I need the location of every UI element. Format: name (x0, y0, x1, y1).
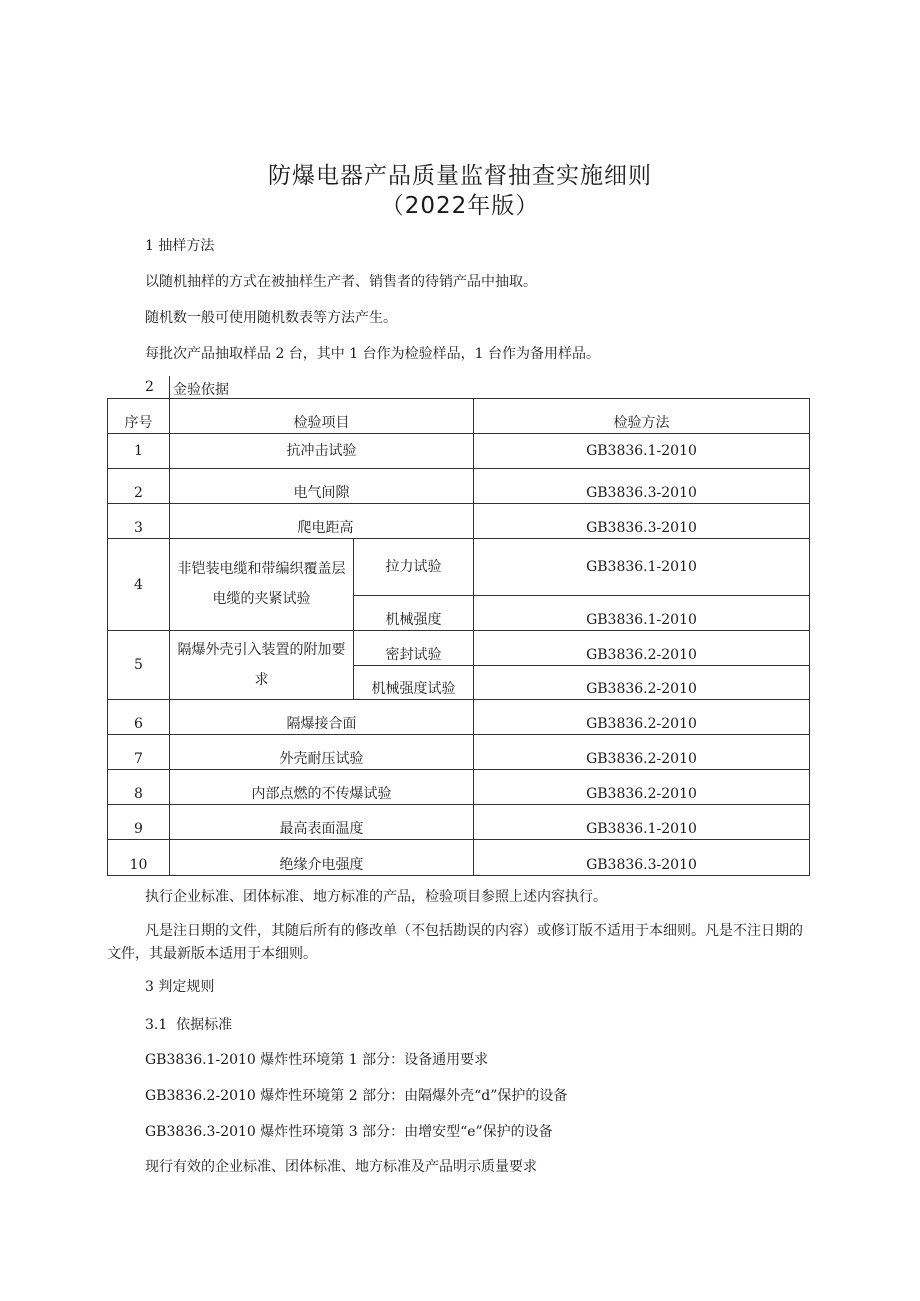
section2-heading-number: 2 (145, 379, 154, 395)
standard-item: GB3836.1-2010 爆炸性环境第 1 部分：设备通用要求 (145, 1052, 489, 1068)
row-method: GB3836.1-2010 (474, 805, 810, 840)
row-method: GB3836.2-2010 (474, 770, 810, 805)
standard-item: 现行有效的企业标准、团体标准、地方标准及产品明示质量要求 (145, 1159, 537, 1175)
section3-heading: 3 判定规则 (145, 979, 215, 995)
row-item: 内部点燃的不传爆试验 (170, 770, 474, 805)
table-row (108, 700, 810, 735)
standard-item: GB3836.3-2010 爆炸性环境第 3 部分：由增安型“e”保护的设备 (145, 1124, 553, 1140)
section1-heading: 1 抽样方法 (145, 238, 215, 254)
row-sub-item: 机械强度 (354, 596, 474, 631)
section2-heading: 金验依据 (173, 382, 229, 398)
row-item: 爬电距高 (170, 504, 354, 539)
row-item: 抗冲击试验 (170, 434, 474, 469)
row-sub-item: 拉力试验 (354, 539, 474, 596)
row-no: 10 (108, 840, 170, 876)
row-method: GB3836.1-2010 (474, 596, 810, 631)
row-item-blank (354, 504, 474, 539)
document-title: 防爆电器产品质量监督抽查实施细则 (268, 163, 652, 189)
row-no: 1 (108, 434, 170, 469)
section1-paragraph: 随机数一般可使用随机数表等方法产生。 (145, 310, 397, 326)
section2-heading-divider (169, 376, 170, 399)
row-no: 4 (108, 539, 170, 631)
row-item: 最高表面温度 (170, 805, 474, 840)
table-row (108, 770, 810, 805)
table-row (108, 434, 810, 469)
table-row (108, 539, 810, 596)
row-item: 外壳耐压试验 (170, 735, 474, 770)
row-item: 绝缘介电强度 (170, 840, 474, 876)
row-method: GB3836.2-2010 (474, 666, 810, 700)
section3-subheading: 3.1 依据标准 (145, 1017, 233, 1033)
row-item: 隔爆外壳引入装置的附加要求 (170, 631, 354, 700)
header-method: 检验方法 (474, 399, 810, 434)
row-method: GB3836.2-2010 (474, 735, 810, 770)
header-item: 检验项目 (170, 399, 474, 434)
inspection-table (107, 398, 810, 876)
row-method: GB3836.3-2010 (474, 504, 810, 539)
table-row (108, 840, 810, 876)
table-header-row (108, 399, 810, 434)
header-no: 序号 (108, 399, 170, 434)
row-method: GB3836.3-2010 (474, 469, 810, 504)
section1-paragraph: 每批次产品抽取样品 2 台，其中 1 台作为检验样品，1 台作为备用样品。 (145, 346, 600, 362)
document-edition: （2022年版） (380, 193, 540, 219)
section2-note: 执行企业标准、团体标准、地方标准的产品，检验项目参照上述内容执行。 (145, 889, 607, 905)
table-row (108, 631, 810, 666)
section2-note-applicability: 凡是注日期的文件，其随后所有的修改单（不包括勘误的内容）或修订版不适用于本细则。凡是不注日期的文件，其最新版本适用于本细则。 (107, 923, 803, 962)
row-no: 2 (108, 469, 170, 504)
row-no: 5 (108, 631, 170, 700)
row-no: 3 (108, 504, 170, 539)
row-sub-item: 机械强度试验 (354, 666, 474, 700)
row-item: 非铠装电缆和带编织覆盖层电缆的夹紧试验 (170, 539, 354, 631)
row-no: 6 (108, 700, 170, 735)
row-method: GB3836.1-2010 (474, 434, 810, 469)
section1-paragraph: 以随机抽样的方式在被抽样生产者、销售者的待销产品中抽取。 (145, 274, 537, 290)
row-no: 9 (108, 805, 170, 840)
table-row (108, 469, 810, 504)
row-method: GB3836.2-2010 (474, 700, 810, 735)
row-no: 8 (108, 770, 170, 805)
row-item: 电气间隙 (170, 469, 474, 504)
table-row (108, 805, 810, 840)
row-method: GB3836.2-2010 (474, 631, 810, 666)
row-method: GB3836.3-2010 (474, 840, 810, 876)
row-sub-item: 密封试验 (354, 631, 474, 666)
row-no: 7 (108, 735, 170, 770)
table-row (108, 504, 810, 539)
table-row (108, 735, 810, 770)
standard-item: GB3836.2-2010 爆炸性环境第 2 部分：由隔爆外壳“d”保护的设备 (145, 1088, 568, 1104)
row-item: 隔爆接合面 (170, 700, 474, 735)
row-method: GB3836.1-2010 (474, 539, 810, 596)
